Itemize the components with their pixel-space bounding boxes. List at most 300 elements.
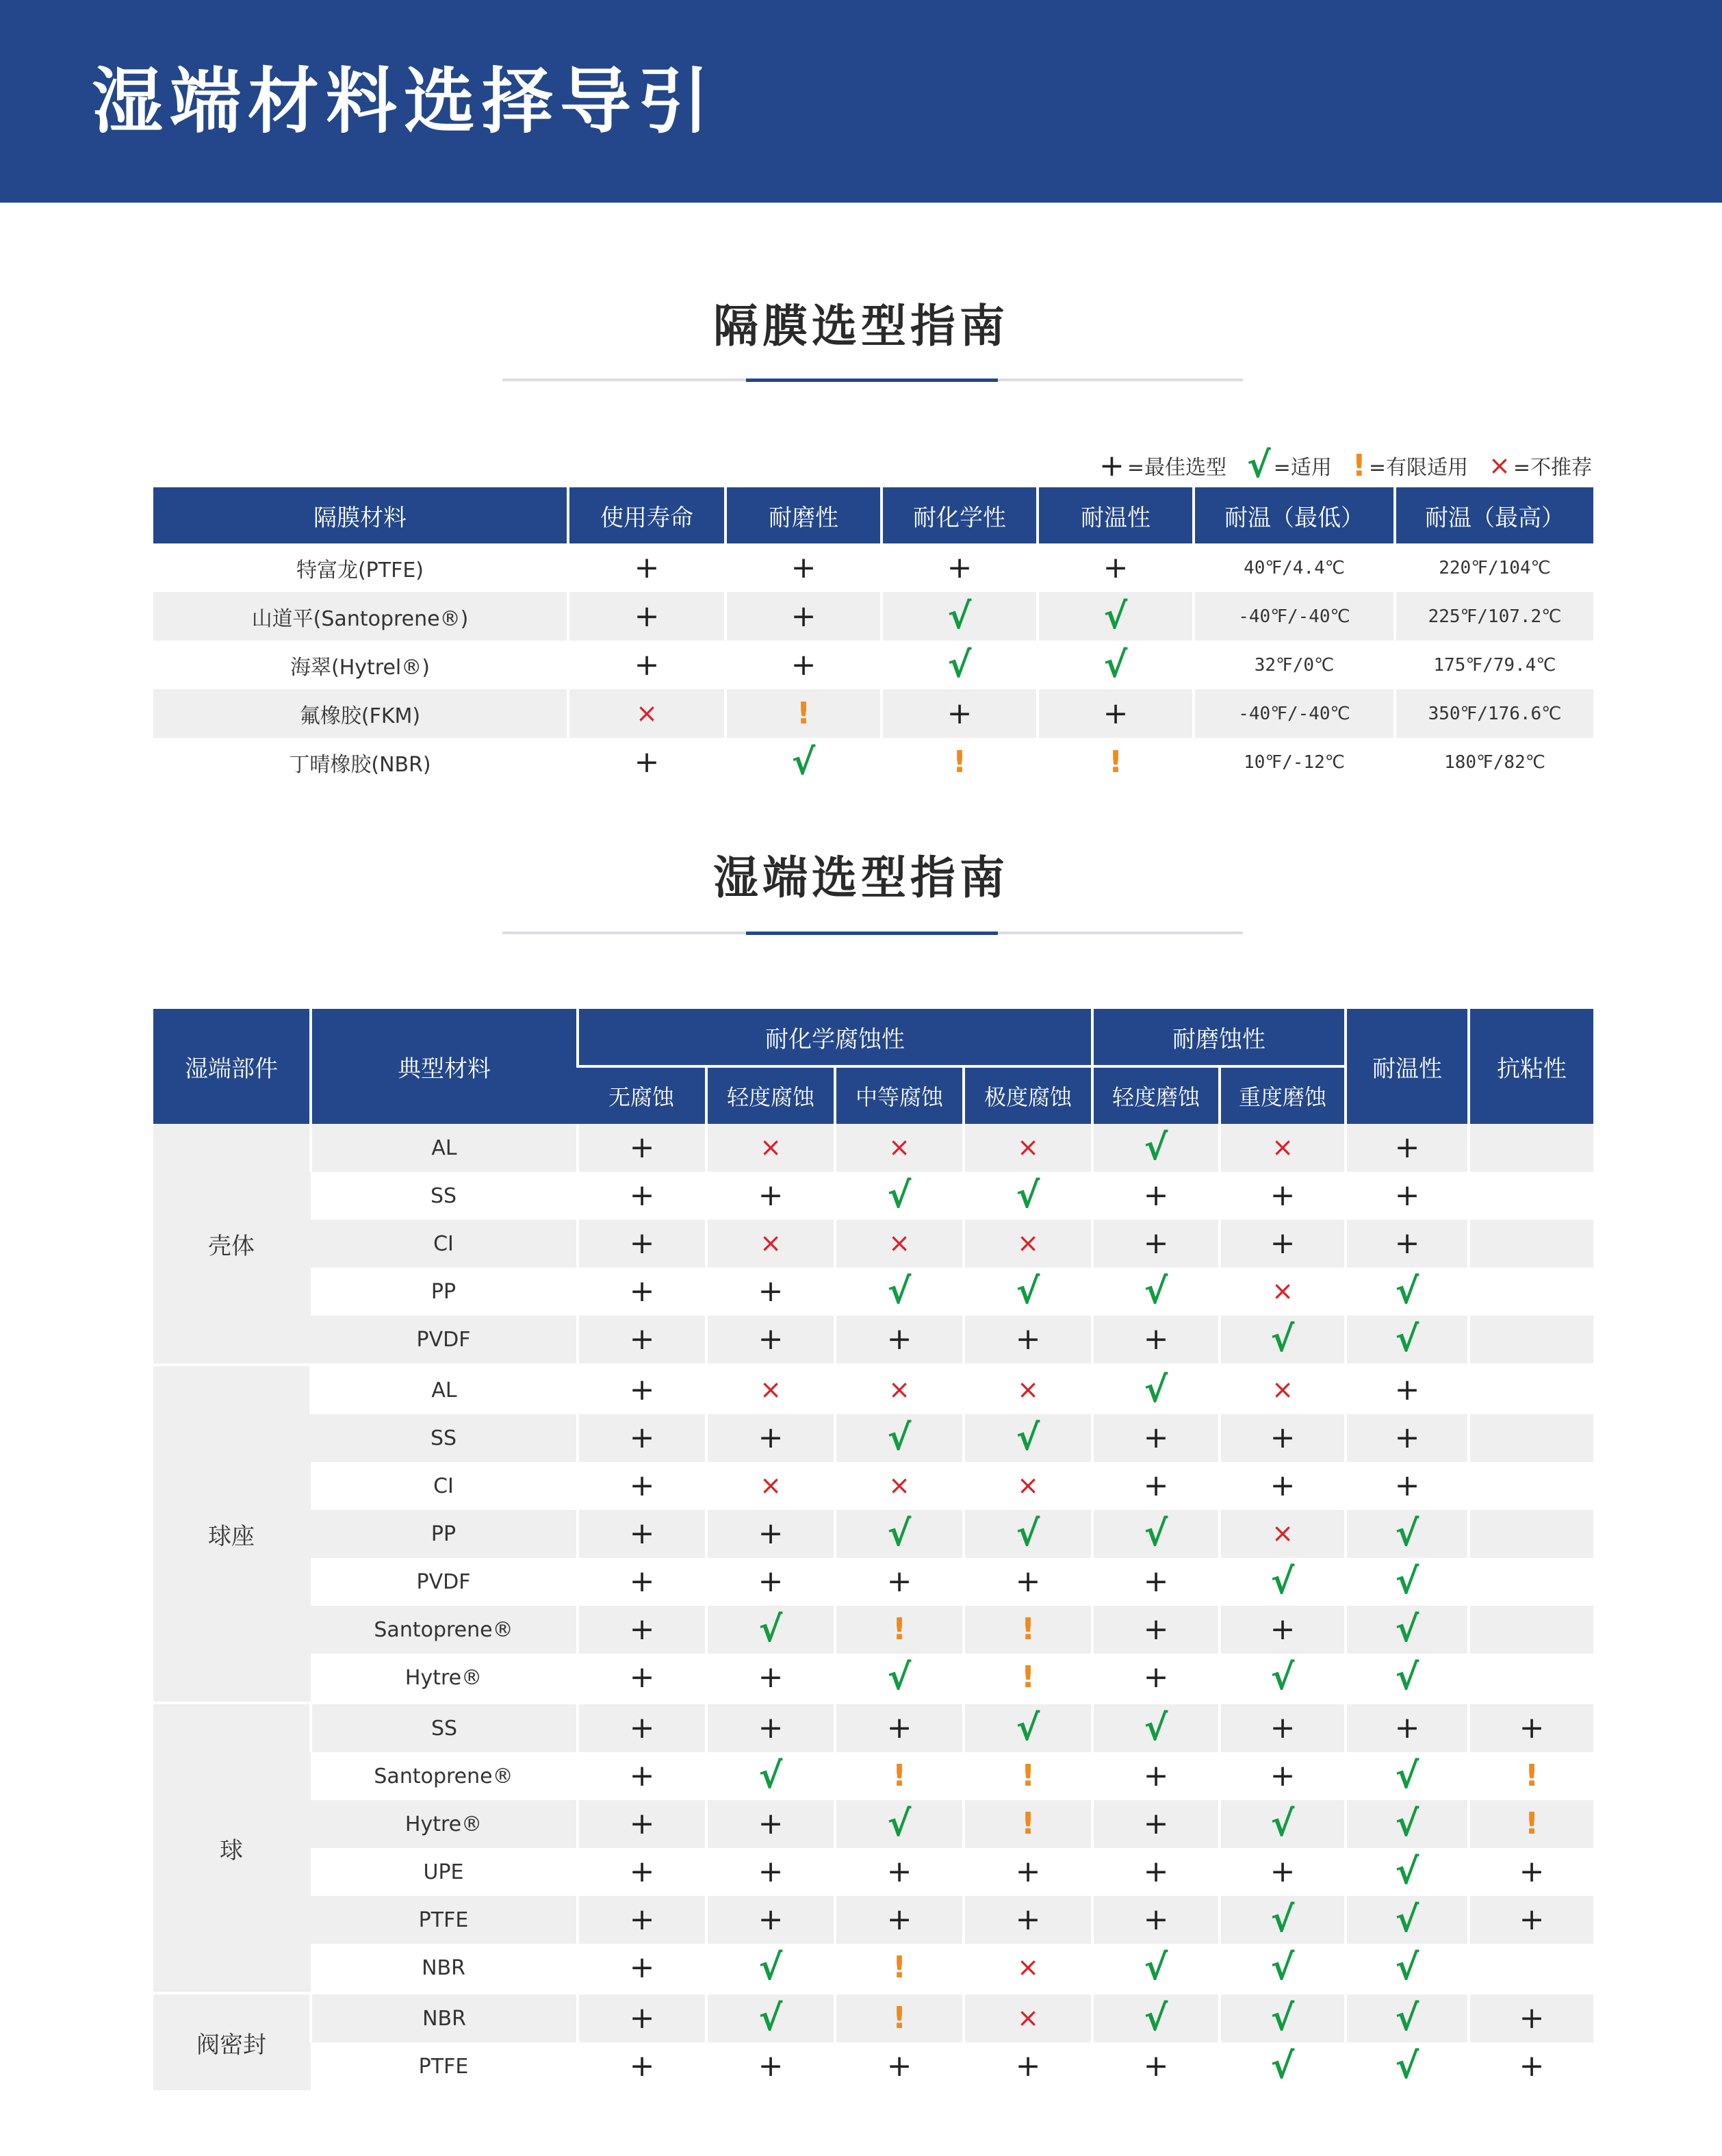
rating-cell [964,1462,1092,1510]
plus-icon: + [1143,1226,1169,1261]
plus-icon: + [886,1854,912,1889]
check-icon: √ [758,1998,783,2039]
material-label: SS [430,1183,457,1208]
material-label: 特富龙(PTFE) [296,558,424,582]
rating-cell [1346,1752,1469,1800]
check-icon: √ [1144,1127,1168,1168]
plus-icon: + [886,1710,912,1745]
plus-icon: + [1143,1660,1169,1695]
cross-icon: × [1017,2003,1039,2033]
material-label: PTFE [418,1908,469,1932]
table-row [153,1654,1593,1703]
rating-cell [1346,1800,1469,1848]
exclamation-icon: ! [892,2001,907,2036]
check-icon: √ [1270,1657,1295,1698]
rating-cell [1092,1896,1220,1944]
material-cell [311,1365,578,1414]
material-cell [311,1172,578,1220]
plus-icon: + [629,1420,655,1455]
exclamation-icon: ! [1524,1806,1539,1841]
rating-cell [1220,1365,1346,1414]
cross-icon: × [760,1132,782,1162]
rating-cell [835,1462,964,1510]
plus-icon: + [634,647,660,682]
rating-cell [706,1124,835,1172]
plus-icon: + [758,1854,784,1889]
material-cell [311,1316,578,1365]
rating-cell [706,1993,835,2042]
plus-icon: + [791,550,817,585]
plus-icon: + [1015,2049,1041,2083]
plus-icon: + [1519,1902,1545,1937]
plus-icon: + [1394,1372,1420,1407]
page-title: 湿端材料选择导引 [92,60,717,143]
check-icon: √ [758,1756,783,1797]
material-label: PP [430,1279,457,1304]
rating-cell [578,1172,706,1220]
plus-icon: + [1394,1178,1420,1213]
check-icon: √ [1144,1370,1168,1411]
legend-not-recommended-label: =不推荐 [1513,456,1592,480]
wetend-title-accent [746,932,998,935]
rating-cell [835,1848,964,1896]
check-icon: √ [1270,1319,1295,1360]
check-icon: √ [947,644,972,686]
rating-cell [882,641,1038,689]
rating-cell [1092,1510,1220,1558]
rating-cell [725,689,882,738]
plus-icon: + [629,1854,655,1889]
plus-icon: + [1103,550,1129,585]
table-row [153,1172,1593,1220]
col-header: 耐化学性 [882,487,1038,543]
exclamation-icon: ! [796,695,811,731]
check-icon: √ [1103,644,1128,686]
rating-cell [1346,1848,1469,1896]
rating-cell [835,1365,964,1414]
check-icon: √ [1270,1947,1295,1988]
rating-cell [835,1124,964,1172]
table-row [153,1414,1593,1462]
plus-icon: + [1143,2049,1169,2083]
rating-cell [1346,1993,1469,2042]
cross-icon: × [1272,1132,1294,1162]
check-icon: √ [1395,1851,1419,1892]
plus-icon: + [758,1178,784,1213]
plus-icon: + [1519,1854,1545,1889]
check-icon: √ [1395,1756,1419,1797]
exclamation-icon: ! [952,744,967,780]
check-icon: √ [758,1609,783,1650]
table-row [153,543,1593,592]
check-icon: √ [1270,1998,1295,2039]
rating-cell [706,1510,835,1558]
col-header-stick: 抗粘性 [1469,1009,1593,1124]
check-icon: √ [1395,1804,1419,1845]
plus-icon: + [1015,1322,1041,1357]
plus-icon: + [1015,1902,1041,1937]
table-row [153,1993,1593,2042]
table-row [153,1268,1593,1316]
plus-icon: + [629,1130,655,1165]
table-row [153,1896,1593,1944]
plus-icon: + [791,647,817,682]
table-row [153,1462,1593,1510]
rating-cell [1220,1220,1346,1268]
material-label: Hytre® [404,1812,483,1836]
plus-icon: + [1394,1420,1420,1455]
rating-cell [964,1944,1092,1993]
cross-icon: × [760,1228,782,1258]
part-cell: 球 [153,1703,311,1993]
material-cell [311,1752,578,1800]
cross-icon: × [1017,1374,1039,1404]
rating-cell [568,738,725,786]
rating-cell [835,1414,964,1462]
rating-cell [1220,1268,1346,1316]
material-cell [311,1268,578,1316]
plus-icon: + [629,2049,655,2083]
rating-cell [706,1848,835,1896]
material-cell [153,592,568,641]
check-icon: √ [1395,1899,1419,1940]
check-icon: √ [1270,1804,1295,1845]
rating-cell [578,1220,706,1268]
plus-icon: + [629,1468,655,1503]
exclamation-icon: ! [1020,1806,1036,1841]
col-header-wear: 轻度磨蚀 [1092,1066,1220,1124]
rating-cell [835,1606,964,1654]
check-icon: √ [887,1804,912,1845]
temp-min-cell: 40℉/4.4℃ [1194,543,1395,592]
rating-cell [1469,1124,1593,1172]
check-icon: √ [887,1271,912,1312]
rating-cell [568,543,725,592]
check-icon: √ [1246,445,1271,486]
rating-cell [1469,1944,1593,1993]
rating-cell [835,1558,964,1606]
rating-cell [1469,1462,1593,1510]
table-row [153,1800,1593,1848]
rating-cell [1469,1896,1593,1944]
check-icon: √ [947,595,972,637]
material-label: 山道平(Santoprene®) [251,606,469,631]
material-cell [311,1800,578,1848]
cross-icon: × [1272,1374,1294,1404]
rating-cell [1038,543,1194,592]
plus-icon: + [629,1612,655,1647]
rating-cell [1092,1124,1220,1172]
rating-cell [578,1896,706,1944]
plus-icon: + [1394,1710,1420,1745]
check-icon: √ [1395,1319,1419,1360]
plus-icon: + [758,1420,784,1455]
rating-cell [1220,1510,1346,1558]
material-label: PP [430,1522,457,1546]
plus-icon: + [1270,1710,1296,1745]
material-cell [311,1896,578,1944]
rating-cell [578,1606,706,1654]
plus-icon: + [1143,1178,1169,1213]
rating-cell [578,1944,706,1993]
rating-cell [1220,1172,1346,1220]
part-cell: 壳体 [153,1124,311,1365]
plus-icon: + [629,1322,655,1357]
plus-icon: + [634,598,660,634]
rating-cell [1092,1268,1220,1316]
check-icon: √ [1103,595,1128,637]
rating-cell [1092,1654,1220,1703]
rating-cell [835,1654,964,1703]
rating-cell [706,1944,835,1993]
plus-icon: + [758,1660,784,1695]
rating-cell [835,1268,964,1316]
rating-cell [578,1654,706,1703]
check-icon: √ [1144,1271,1168,1312]
rating-cell [578,1703,706,1752]
check-icon: √ [1016,1708,1040,1749]
plus-icon: + [1394,1130,1420,1165]
rating-cell [1346,2042,1469,2090]
plus-icon: + [629,1516,655,1551]
material-label: Hytre® [404,1665,483,1690]
plus-icon: + [886,2049,912,2083]
check-icon: √ [1395,1561,1419,1602]
plus-icon: + [629,1660,655,1695]
plus-icon: + [1270,1612,1296,1647]
material-cell [153,689,568,738]
rating-cell [1469,1414,1593,1462]
plus-icon: + [629,2001,655,2036]
rating-cell [835,1944,964,1993]
material-cell [153,641,568,689]
rating-cell [1092,1752,1220,1800]
material-cell [311,1124,578,1172]
rating-cell [1346,1268,1469,1316]
plus-icon: + [1519,2001,1545,2036]
wetend-header-row-1 [153,1009,1593,1066]
rating-cell [964,1220,1092,1268]
check-icon: √ [1016,1417,1040,1459]
rating-cell [1346,1510,1469,1558]
rating-cell [1346,1896,1469,1944]
rating-cell [1469,1848,1593,1896]
col-header-temp: 耐温性 [1346,1009,1469,1124]
legend-best-label: =最佳选型 [1127,456,1226,480]
material-label: PVDF [416,1569,471,1594]
check-icon: √ [1395,1947,1419,1988]
col-header: 耐温（最低） [1194,487,1395,543]
rating-cell [568,641,725,689]
material-label: Santoprene® [374,1617,513,1642]
check-icon: √ [1395,1271,1419,1312]
rating-cell [1220,1703,1346,1752]
rating-cell [1346,1944,1469,1993]
cross-icon: × [760,1470,782,1500]
cross-icon: × [1017,1228,1039,1258]
rating-cell [964,2042,1092,2090]
table-row [153,1558,1593,1606]
plus-icon: + [791,598,817,634]
rating-cell [578,1462,706,1510]
plus-icon: + [886,1322,912,1357]
cross-icon: × [1272,1518,1294,1548]
check-icon: √ [1016,1175,1040,1216]
table-row [153,738,1593,786]
col-header-part: 湿端部件 [153,1009,311,1124]
plus-icon: + [1143,1806,1169,1841]
rating-cell [578,1510,706,1558]
plus-icon: + [758,1806,784,1841]
rating-cell [882,543,1038,592]
rating-cell [706,1414,835,1462]
rating-cell [964,1414,1092,1462]
rating-cell [1220,1462,1346,1510]
rating-cell [706,2042,835,2090]
temp-max-cell: 180℉/82℃ [1395,738,1593,786]
rating-cell [706,1268,835,1316]
plus-icon: + [629,1902,655,1937]
rating-cell [1469,1654,1593,1703]
exclamation-icon: ! [892,1950,907,1985]
table-row [153,1848,1593,1896]
rating-cell [1220,1606,1346,1654]
cross-icon: × [888,1132,910,1162]
rating-cell [1092,1414,1220,1462]
exclamation-icon: ! [1108,744,1123,780]
exclamation-icon: ! [1352,448,1366,483]
rating-cell [1346,1316,1469,1365]
plus-icon: + [634,744,660,780]
part-cell: 阀密封 [153,1993,311,2090]
legend [1079,445,1592,486]
col-header: 耐温性 [1038,487,1194,543]
rating-cell [1038,641,1194,689]
material-label: SS [430,1716,458,1741]
plus-icon: + [1519,2049,1545,2083]
check-icon: √ [1144,1708,1168,1749]
exclamation-icon: ! [892,1758,907,1793]
rating-cell [578,1752,706,1800]
rating-cell [1346,1365,1469,1414]
table-row [153,1220,1593,1268]
rating-cell [1469,1800,1593,1848]
cross-icon: × [888,1228,910,1258]
rating-cell [1469,1172,1593,1220]
rating-cell [1220,2042,1346,2090]
material-cell [311,1414,578,1462]
rating-cell [964,1703,1092,1752]
plus-icon: + [947,550,973,585]
rating-cell [964,1365,1092,1414]
rating-cell [1220,1558,1346,1606]
table-row [153,1703,1593,1752]
material-cell [311,1944,578,1993]
rating-cell [964,1654,1092,1703]
plus-icon: + [1270,1226,1296,1261]
plus-icon: + [758,1902,784,1937]
rating-cell [706,1558,835,1606]
membrane-table [153,487,1593,786]
table-row [153,1316,1593,1365]
rating-cell [706,1462,835,1510]
check-icon: √ [887,1657,912,1698]
plus-icon: + [1143,1758,1169,1793]
rating-cell [1220,1316,1346,1365]
plus-icon: + [1270,1178,1296,1213]
exclamation-icon: ! [1524,1758,1539,1793]
material-label: AL [431,1378,457,1402]
material-cell [311,1703,578,1752]
rating-cell [835,1220,964,1268]
legend-best [1099,448,1226,483]
plus-icon: + [758,1322,784,1357]
part-cell: 球座 [153,1365,311,1703]
plus-icon: + [758,2049,784,2083]
rating-cell [1346,1462,1469,1510]
plus-icon: + [758,1710,784,1745]
plus-icon: + [629,1564,655,1599]
rating-cell [1220,1944,1346,1993]
material-label: PVDF [416,1327,471,1352]
check-icon: √ [1395,1657,1419,1698]
rating-cell [1220,1848,1346,1896]
check-icon: √ [791,741,816,783]
rating-cell [1469,1220,1593,1268]
plus-icon: + [1270,1468,1296,1503]
cross-icon: × [1017,1132,1039,1162]
check-icon: √ [1016,1513,1040,1554]
material-cell [311,1558,578,1606]
material-label: 氟橡胶(FKM) [299,704,421,728]
material-cell [311,2042,578,2090]
rating-cell [1038,738,1194,786]
rating-cell [578,1124,706,1172]
rating-cell [1092,1703,1220,1752]
material-cell [153,543,568,592]
check-icon: √ [1144,1947,1168,1988]
rating-cell [1469,1510,1593,1558]
rating-cell [964,1752,1092,1800]
check-icon: √ [887,1175,912,1216]
plus-icon: + [629,1806,655,1841]
check-icon: √ [1395,2046,1419,2087]
rating-cell [882,689,1038,738]
table-row [153,592,1593,641]
cross-icon: × [1017,1952,1039,1982]
plus-icon: + [1103,695,1129,731]
rating-cell [706,1752,835,1800]
check-icon: √ [1016,1271,1040,1312]
material-label: 海翠(Hytrel®) [290,655,430,680]
exclamation-icon: ! [1020,1660,1036,1695]
rating-cell [725,543,882,592]
material-cell [311,1848,578,1896]
cross-icon: × [1017,1470,1039,1500]
rating-cell [578,1558,706,1606]
membrane-title-accent [746,378,998,382]
rating-cell [1346,1703,1469,1752]
material-cell [311,1462,578,1510]
rating-cell [1092,1316,1220,1365]
rating-cell [1346,1558,1469,1606]
col-header: 耐磨性 [725,487,882,543]
col-header: 隔膜材料 [153,487,568,543]
rating-cell [835,1703,964,1752]
rating-cell [835,1752,964,1800]
wetend-table [153,1009,1593,2090]
rating-cell [1092,1365,1220,1414]
